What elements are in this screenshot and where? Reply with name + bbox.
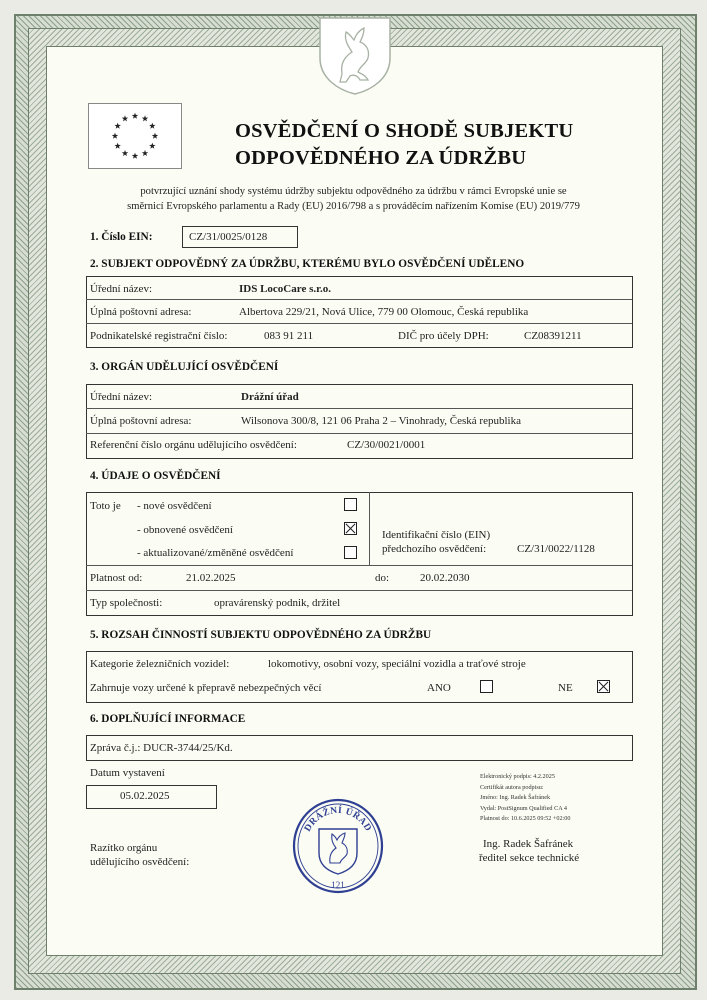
esig-line-1: Elektronický podpis: 4.2.2025	[480, 773, 555, 780]
signer-title: ředitel sekce technické	[479, 852, 580, 864]
valid-from-label: Platnost od:	[90, 572, 143, 584]
eu-star-icon	[112, 133, 118, 139]
eu-star-icon	[122, 115, 128, 121]
electronic-signature-block	[480, 772, 570, 825]
eu-star-icon	[149, 143, 155, 149]
stamp-label-line-1: Razítko orgánu	[90, 842, 158, 854]
section-6-heading: 6. DOPLŇUJÍCÍ INFORMACE	[90, 713, 246, 725]
eu-star-icon	[142, 150, 148, 156]
signer-name: Ing. Radek Šafránek	[483, 838, 574, 850]
divider	[86, 323, 632, 324]
issuer-name-label: Úřední název:	[90, 391, 152, 403]
stamp-lion-icon	[330, 833, 347, 863]
subtitle-line-2: směrnicí Evropského parlamentu a Rady (EU) 2016/798 a s prováděcím nařízením Komise (EU) 2019/779	[127, 201, 580, 212]
valid-to-label: do:	[375, 572, 390, 584]
stamp-text-bottom: 121	[331, 880, 345, 890]
eu-star-icon	[149, 123, 155, 129]
issue-date-value: 05.02.2025	[120, 790, 170, 802]
divider	[86, 565, 632, 566]
eu-star-icon	[114, 143, 120, 149]
stamp-label-line-2: udělujícího osvědčení:	[90, 856, 190, 868]
document-title	[235, 118, 573, 172]
updated-certificate-checkbox[interactable]	[344, 546, 357, 559]
vehicle-category-value: lokomotivy, osobní vozy, speciální vozidla a traťové stroje	[268, 658, 526, 670]
ein-label: 1. Číslo EIN:	[90, 231, 153, 243]
esig-line-3: Jméno: Ing. Radek Šafránek	[480, 794, 551, 801]
eu-star-icon	[152, 133, 158, 139]
issuer-address-label: Úplná poštovní adresa:	[90, 415, 192, 427]
document-subtitle	[70, 184, 637, 214]
vat-label: DIČ pro účely DPH:	[398, 330, 489, 342]
new-certificate-checkbox[interactable]	[344, 498, 357, 511]
valid-from-value: 21.02.2025	[186, 572, 236, 584]
holder-name-label: Úřední název:	[90, 283, 152, 295]
subtitle-line-1: potvrzující uznání shody systému údržby subjektu odpovědného za údržbu v rámci Evropské unie se	[140, 186, 567, 197]
option-new-label: - nové osvědčení	[137, 500, 212, 512]
esig-line-4: Vydal: PostSignum Qualified CA 4	[480, 804, 567, 812]
section-5-heading: 5. ROZSAH ČINNOSTÍ SUBJEKTU ODPOVĚDNÉHO ZA ÚDRŽBU	[90, 629, 432, 641]
issuer-reference-label: Referenční číslo orgánu udělujícího osvědčení:	[90, 439, 297, 451]
valid-to-value: 20.02.2030	[420, 572, 470, 584]
divider	[86, 408, 632, 409]
holder-name-value: IDS LocoCare s.r.o.	[239, 283, 331, 295]
vat-value: CZ08391211	[524, 330, 582, 342]
dangerous-yes-label: ANO	[427, 682, 451, 694]
divider	[86, 590, 632, 591]
previous-ein-value: CZ/31/0022/1128	[517, 543, 595, 555]
eu-star-icon	[114, 123, 120, 129]
previous-ein-label-line-1: Identifikační číslo (EIN)	[382, 529, 491, 541]
eu-star-icon	[142, 115, 148, 121]
dangerous-no-label: NE	[558, 682, 573, 694]
renewed-certificate-checkbox[interactable]	[344, 522, 357, 535]
registration-number-label: Podnikatelské registrační číslo:	[90, 330, 228, 342]
official-stamp	[292, 797, 384, 895]
option-renewed-label: - obnovené osvědčení	[137, 524, 233, 536]
eu-star-icon	[132, 153, 138, 159]
esig-line-5: Platnost do: 10.6.2025 09:52 +02:00	[480, 815, 571, 822]
ein-value: CZ/31/0025/0128	[189, 231, 268, 243]
divider	[369, 492, 370, 565]
holder-address-value: Albertova 229/21, Nová Ulice, 779 00 Olomouc, Česká republika	[239, 306, 529, 318]
issuer-address-value: Wilsonova 300/8, 121 06 Praha 2 – Vinohrady, Česká republika	[241, 415, 521, 427]
issue-date-label: Datum vystavení	[90, 767, 165, 779]
czech-lion-crest-icon	[312, 12, 398, 96]
eu-star-icon	[122, 150, 128, 156]
title-line-2: ODPOVĚDNÉHO ZA ÚDRŽBU	[235, 147, 527, 169]
holder-address-label: Úplná poštovní adresa:	[90, 306, 192, 318]
title-line-1: OSVĚDČENÍ O SHODĚ SUBJEKTU	[235, 120, 574, 142]
stamp-shield-icon	[319, 829, 357, 874]
esig-line-2: Certifikát autora podpisu:	[480, 783, 544, 791]
certificate-type-label: Toto je	[90, 500, 121, 512]
section-2-heading: 2. SUBJEKT ODPOVĚDNÝ ZA ÚDRŽBU, KTERÉMU BYLO OSVĚDČENÍ UDĚLENO	[90, 258, 525, 270]
option-updated-label: - aktualizované/změněné osvědčení	[137, 547, 294, 559]
registration-number-value: 083 91 211	[264, 330, 314, 342]
company-type-value: opravárenský podnik, držitel	[214, 597, 341, 609]
eu-star-icon	[132, 113, 138, 119]
vehicle-category-label: Kategorie železničních vozidel:	[90, 658, 230, 670]
report-reference: Zpráva č.j.: DUCR-3744/25/Kd.	[90, 742, 233, 754]
dangerous-goods-label: Zahrnuje vozy určené k přepravě nebezpečných věcí	[90, 682, 322, 694]
company-type-label: Typ společnosti:	[90, 597, 163, 609]
issuer-reference-value: CZ/30/0021/0001	[347, 439, 426, 451]
divider	[86, 433, 632, 434]
section-3-heading: 3. ORGÁN UDĚLUJÍCÍ OSVĚDČENÍ	[90, 361, 279, 373]
dangerous-goods-no-checkbox[interactable]	[597, 680, 610, 693]
previous-ein-label-line-2: předchozího osvědčení:	[382, 543, 487, 555]
stamp-text-top: DRÁŽNÍ ÚŘAD	[303, 805, 373, 834]
dangerous-goods-yes-checkbox[interactable]	[480, 680, 493, 693]
section-4-heading: 4. ÚDAJE O OSVĚDČENÍ	[90, 470, 221, 482]
divider	[86, 299, 632, 300]
eu-flag-icon	[88, 103, 182, 169]
issuer-name-value: Drážní úřad	[241, 391, 299, 403]
